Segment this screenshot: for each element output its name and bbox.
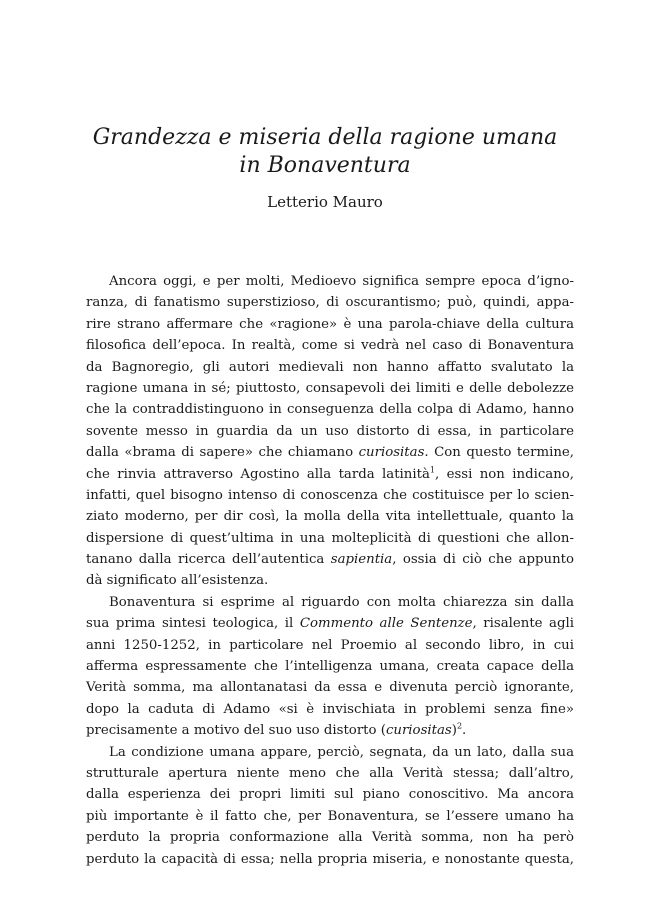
chapter-title-line-1: Grandezza e miseria della ragione umana <box>92 125 558 150</box>
text-line: ragione umana in sé; piuttosto, consapevoli dei limiti e delle debolezze <box>86 380 574 396</box>
text-line: dopo la caduta di Adamo «si è invischiata in problemi senza fine» <box>86 701 574 717</box>
text-line: perduto la capacità di essa; nella propria miseria, e nonostante questa, <box>86 851 574 867</box>
text-run: dalla «brama di sapere» che chiamano <box>86 445 359 461</box>
text-run: , essi non indicano, <box>434 466 575 482</box>
text-line: Bonaventura si esprime al riguardo con molta chiarezza sin dalla <box>109 594 574 610</box>
chapter-title-line-2: in Bonaventura <box>239 153 411 178</box>
text-line: rire strano affermare che «ragione» è una parola-chiave della cultura <box>86 316 574 332</box>
body-text <box>86 271 574 870</box>
author-name: Letterio Mauro <box>267 193 383 211</box>
text-line: afferma espressamente che l’intelligenza umana, creata capace della <box>86 659 574 675</box>
text-line <box>86 464 574 485</box>
text-run: . Con questo termine, <box>424 445 574 461</box>
text-line: perduto la propria conformazione alla Verità somma, non ha però <box>86 830 574 846</box>
italic-term-curiositas: curiositas <box>358 445 425 461</box>
text-line: che la contraddistinguono in conseguenza della colpa di Adamo, hanno <box>86 402 574 418</box>
footnote-marker-1[interactable]: 1 <box>429 465 435 475</box>
paragraph-2 <box>86 592 574 742</box>
text-run: , risalente agli <box>472 616 574 632</box>
italic-term-curiositas: curiositas <box>385 723 452 739</box>
text-line: dà significato all’esistenza. <box>86 573 269 589</box>
text-line <box>86 442 574 463</box>
text-line: da Bagnoregio, gli autori medievali non hanno affatto svalutato la <box>86 359 574 375</box>
text-line: filosofica dell’epoca. In realtà, come si vedrà nel caso di Bonaventura <box>86 338 574 354</box>
text-line: più importante è il fatto che, per Bonaventura, se l’essere umano ha <box>86 808 574 824</box>
chapter-title <box>0 124 650 180</box>
text-line: infatti, quel bisogno intenso di conoscenza che costituisce per lo scien- <box>86 487 574 503</box>
text-run: ) <box>451 723 457 739</box>
text-line: dalla esperienza dei propri limiti sul piano conoscitivo. Ma ancora <box>86 787 574 803</box>
text-line: ziato moderno, per dir così, la molla della vita intellettuale, quanto la <box>86 509 574 525</box>
text-line <box>86 613 574 634</box>
text-run: . <box>462 723 467 739</box>
text-line: strutturale apertura niente meno che alla Verità stessa; dall’altro, <box>86 765 574 781</box>
text-line: La condizione umana appare, perciò, segnata, da un lato, dalla sua <box>109 744 574 760</box>
text-run: , ossia di ciò che appunto <box>392 552 574 568</box>
text-line: Verità somma, ma allontanatasi da essa e divenuta perciò ignorante, <box>86 680 574 696</box>
text-line <box>86 549 574 570</box>
text-line: anni 1250-1252, in particolare nel Proemio al secondo libro, in cui <box>86 637 574 653</box>
italic-term-sapientia: sapientia <box>330 552 393 568</box>
text-run: che rinvia attraverso Agostino alla tarda latinità <box>86 466 430 482</box>
text-run: precisamente a motivo del suo uso distorto ( <box>86 723 386 739</box>
text-line: dispersione di quest’ultima in una molteplicità di questioni che allon- <box>86 530 574 546</box>
text-line: sovente messo in guardia da un uso distorto di essa, in particolare <box>86 423 574 439</box>
italic-title-commento: Commento alle Sentenze <box>299 616 473 632</box>
text-run: tanano dalla ricerca dell’autentica <box>86 552 331 568</box>
paragraph-1 <box>86 271 574 592</box>
paragraph-3 <box>86 742 574 870</box>
footnote-marker-2[interactable]: 2 <box>456 721 463 731</box>
text-line: ranza, di fanatismo superstizioso, di oscurantismo; può, quindi, appa- <box>86 295 574 311</box>
text-line: Ancora oggi, e per molti, Medioevo significa sempre epoca d’igno- <box>109 274 574 289</box>
text-run: sua prima sintesi teologica, il <box>86 616 300 632</box>
text-line <box>86 720 574 741</box>
